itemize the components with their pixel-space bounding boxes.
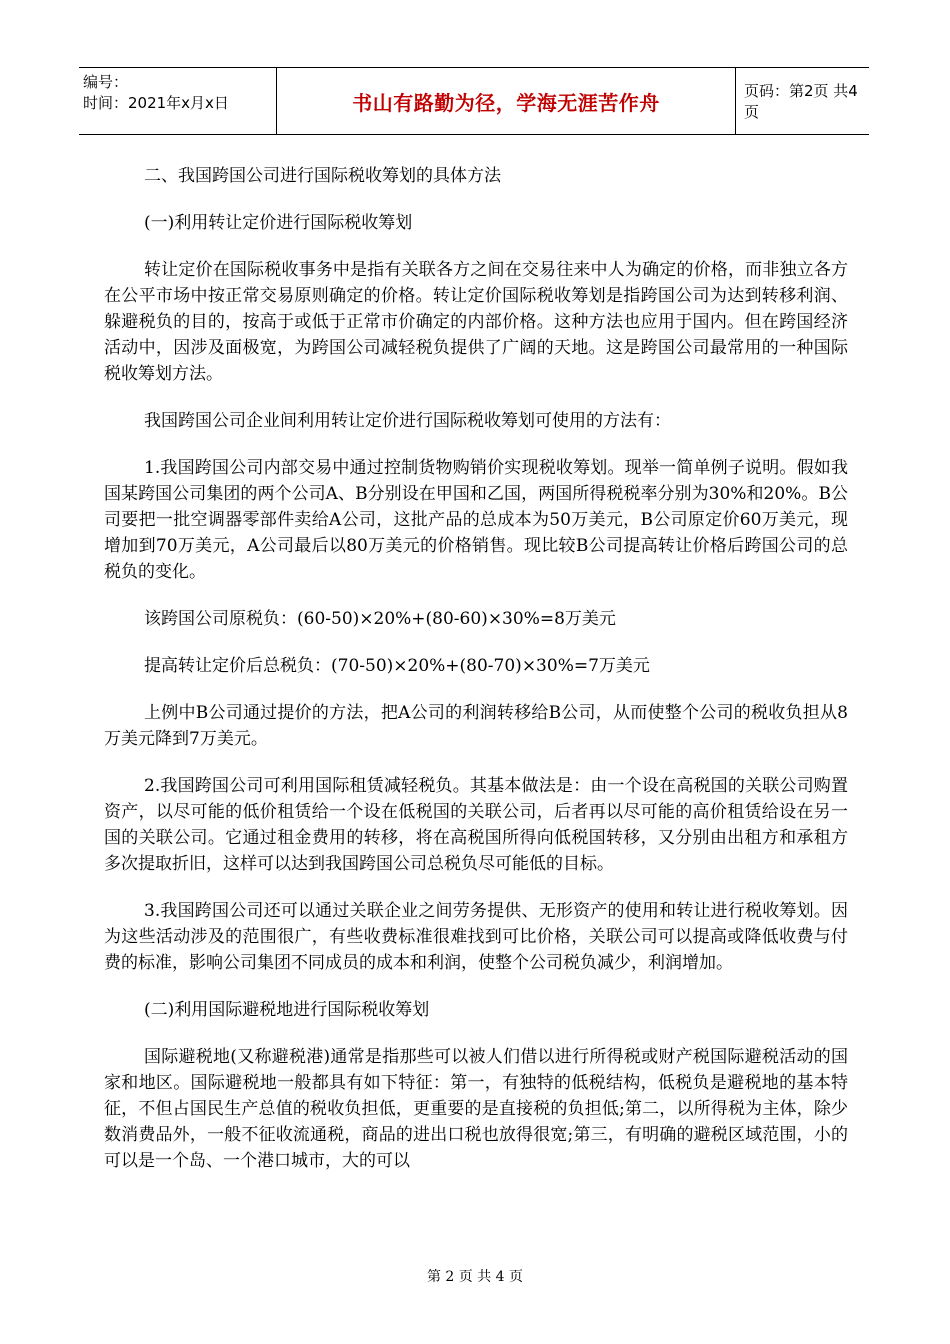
- page-footer: 第 2 页 共 4 页: [426, 1269, 524, 1285]
- body-paragraph: 上例中B公司通过提价的方法，把A公司的利润转移给B公司，从而使整个公司的税收负担从8万美元降到7万美元。: [104, 703, 848, 749]
- serial-label: 编号：: [83, 73, 129, 91]
- header-meta: [79, 68, 277, 134]
- subsection-heading: (二)利用国际避税地进行国际税收筹划: [144, 1000, 430, 1020]
- date-label: 时间：2021年x月x日: [83, 94, 229, 112]
- body-paragraph: 3.我国跨国公司还可以通过关联企业之间劳务提供、无形资产的使用和转让进行税收筹划。因为这些活动涉及的范围很广，有些收费标准很难找到可比价格，关联公司可以提高或降低收费与付费的标准，影响公司集团不同成员的成本和利润，使整个公司税负减少，利润增加。: [104, 901, 848, 973]
- body-paragraph: 转让定价在国际税收事务中是指有关联各方之间在交易往来中人为确定的价格，而非独立各方在公平市场中按正常交易原则确定的价格。转让定价国际税收筹划是指跨国公司为达到转移利润、躲避税负的目的，按高于或低于正常市价确定的内部价格。这种方法也应用于国内。但在跨国经济活动中，因涉及面极宽，为跨国公司减轻税负提供了广阔的天地。这是跨国公司最常用的一种国际税收筹划方法。: [104, 260, 848, 384]
- section-heading: 二、我国跨国公司进行国际税收筹划的具体方法: [144, 166, 501, 186]
- header-page-info: 页码：第2页 共4页: [744, 82, 858, 121]
- document-body: [104, 163, 848, 1195]
- page-header: [79, 67, 869, 135]
- body-paragraph: 1.我国跨国公司内部交易中通过控制货物购销价实现税收筹划。现举一简单例子说明。假如我国某跨国公司集团的两个公司A、B分别设在甲国和乙国，两国所得税税率分别为30%和20%。B公司要把一批空调器零部件卖给A公司，这批产品的总成本为50万美元，B公司原定价60万美元，现增加到70万美元，A公司最后以80万美元的价格销售。现比较B公司提高转让价格后跨国公司的总税负的变化。: [104, 458, 848, 582]
- formula-line: 提高转让定价后总税负：(70-50)×20%+(80-70)×30%=7万美元: [144, 656, 650, 676]
- header-motto: 书山有路勤为径，学海无涯苦作舟: [277, 68, 736, 134]
- body-paragraph: 2.我国跨国公司可利用国际租赁减轻税负。其基本做法是：由一个设在高税国的关联公司购置资产，以尽可能的低价租赁给一个设在低税国的关联公司，后者再以尽可能的高价租赁给设在另一国的关联公司。它通过租金费用的转移，将在高税国所得向低税国转移，又分别由出租方和承租方多次提取折旧，这样可以达到我国跨国公司总税负尽可能低的目标。: [104, 776, 848, 874]
- body-paragraph: 我国跨国公司企业间利用转让定价进行国际税收筹划可使用的方法有：: [144, 411, 671, 431]
- subsection-heading: (一)利用转让定价进行国际税收筹划: [144, 213, 413, 233]
- body-paragraph: 国际避税地(又称避税港)通常是指那些可以被人们借以进行所得税或财产税国际避税活动的国家和地区。国际避税地一般都具有如下特征：第一，有独特的低税结构，低税负是避税地的基本特征，不但占国民生产总值的税收负担低，更重要的是直接税的负担低;第二，以所得税为主体，除少数消费品外，一般不征收流通税，商品的进出口税也放得很宽;第三，有明确的避税区域范围，小的可以是一个岛、一个港口城市，大的可以: [104, 1047, 848, 1171]
- formula-line: 该跨国公司原税负：(60-50)×20%+(80-60)×30%=8万美元: [144, 609, 616, 629]
